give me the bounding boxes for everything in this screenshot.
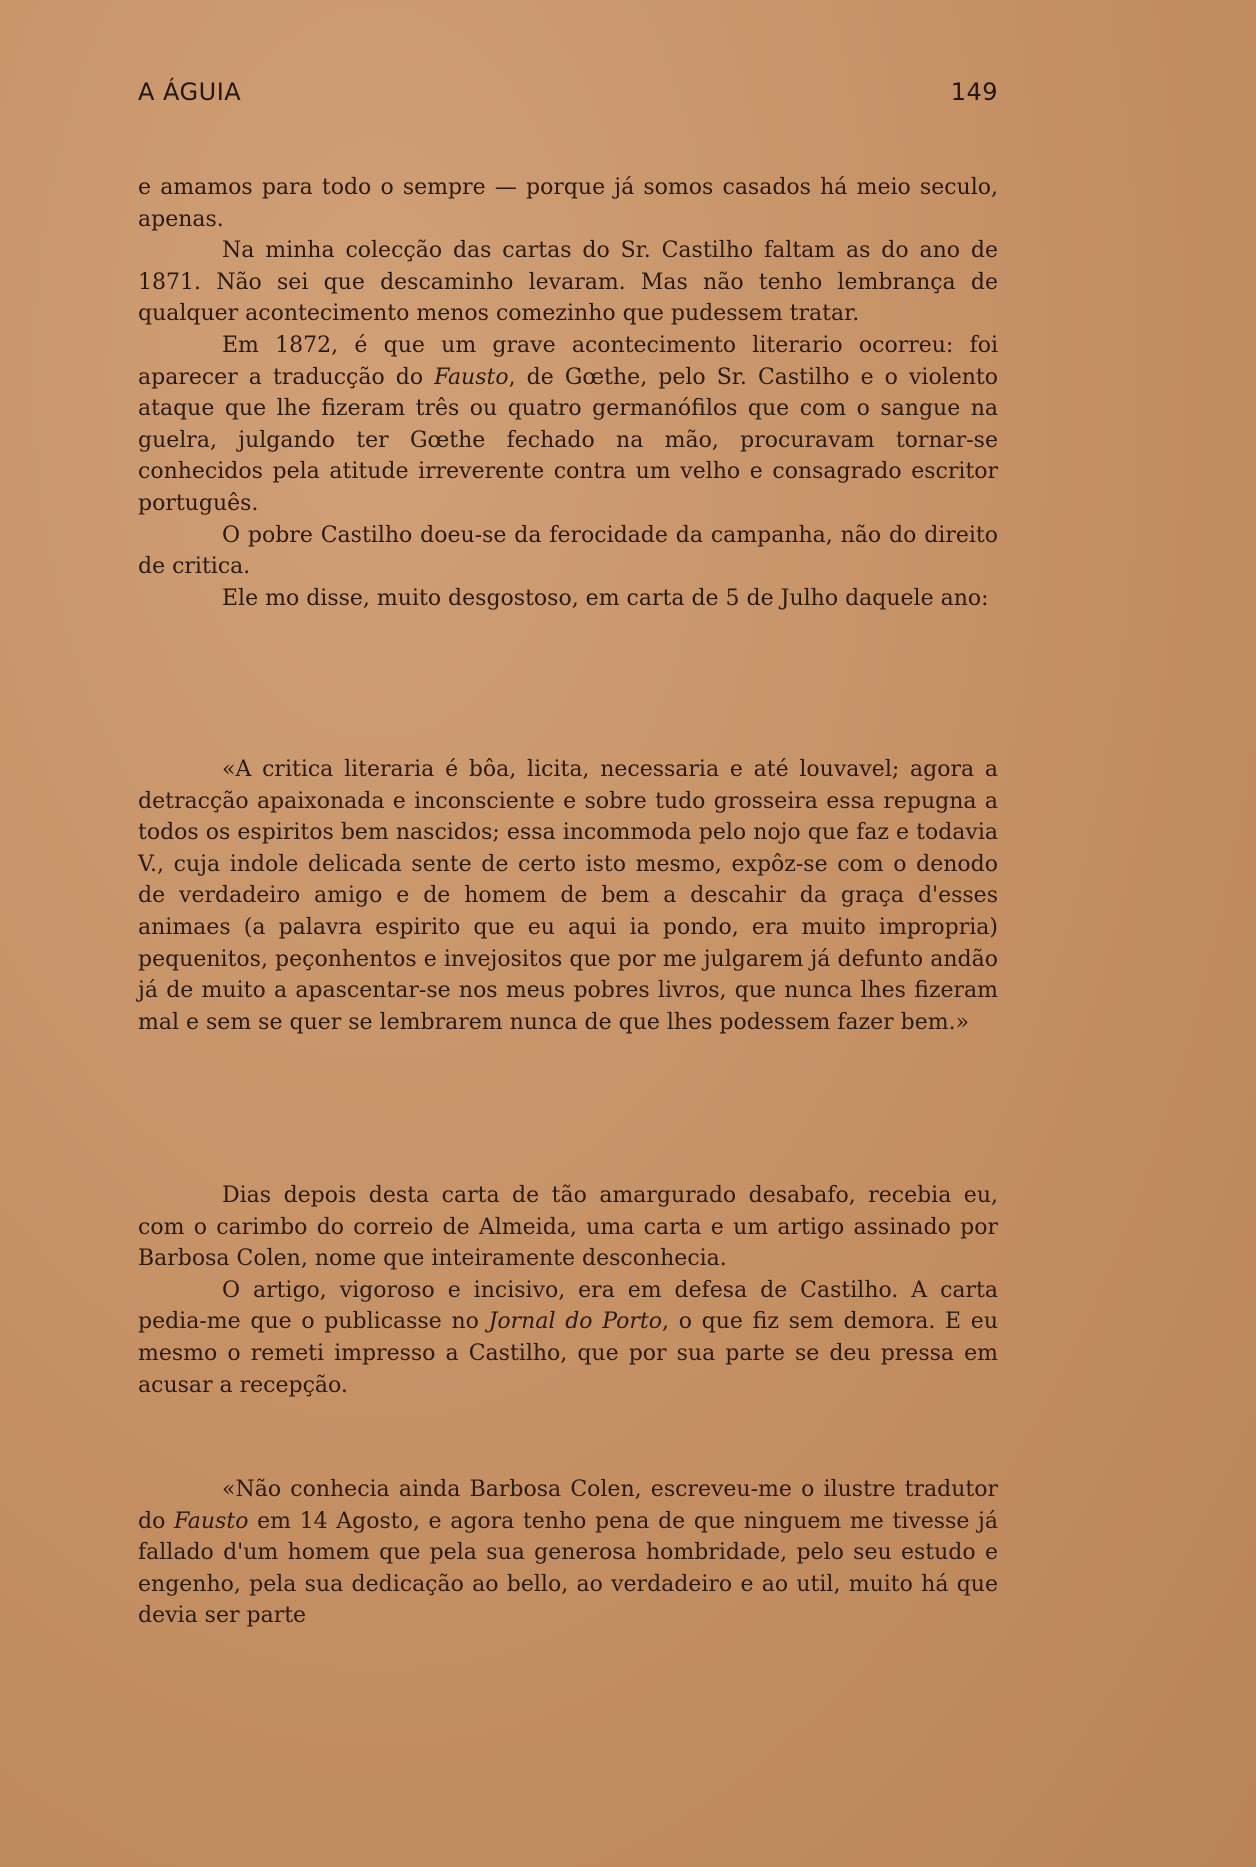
block-quote-2 — [138, 1474, 998, 1632]
quote-text: «Não conhecia ainda Barbosa Colen, escreveu-me o ilustre tradutor do — [138, 1477, 998, 1534]
work-title: Fausto — [174, 1508, 249, 1534]
paragraph: O pobre Castilho doeu-se da ferocidade da campanha, não do direito de critica. — [138, 522, 998, 580]
paragraph — [138, 1275, 998, 1401]
paragraph-text: Em 1872, é que um grave acontecimento literario ocorreu: foi aparecer a traducção do — [138, 332, 998, 390]
work-title: Fausto — [434, 364, 509, 390]
paragraph: Na minha colecção das cartas do Sr. Castilho faltam as do ano de 1871. Não sei que descaminho levaram. Mas não tenho lembrança de qualquer acontecimento menos comezinho que pudessem tratar. — [138, 238, 998, 327]
text-section-1 — [138, 172, 998, 614]
paragraph-text: O artigo, vigoroso e incisivo, era em defesa de Castilho. A carta pedia-me que o publicasse no — [138, 1277, 998, 1335]
paragraph: Ele mo disse, muito desgostoso, em carta de 5 de Julho daquele ano: — [222, 585, 989, 611]
paragraph — [138, 330, 998, 520]
text-section-2 — [138, 1180, 998, 1401]
quote-text: em 14 Agosto, e agora tenho pena de que ninguem me tivesse já fallado d'um homem que pela sua generosa hombridade, pelo seu estudo e engenho, pela sua dedicação ao bello, ao verdadeiro e ao util, muito há que devia ser parte — [138, 1508, 998, 1629]
newspaper-title: Jornal do Porto — [488, 1309, 662, 1335]
paragraph: Dias depois desta carta de tão amargurado desabafo, recebia eu, com o carimbo do correio de Almeida, uma carta e um artigo assinado por Barbosa Colen, nome que inteiramente desconhecia. — [138, 1183, 998, 1272]
paragraph: e amamos para todo o sempre — porque já somos casados há meio seculo, apenas. — [138, 175, 998, 232]
quote-paragraph — [138, 1474, 998, 1632]
journal-title: A ÁGUIA — [138, 78, 242, 106]
paragraph-text: , o que fiz sem demora. E eu mesmo o remeti impresso a Castilho, que por sua parte se deu pressa em acusar a recepção. — [138, 1309, 998, 1398]
quote-paragraph: «A critica literaria é bôa, licita, necessaria e até louvavel; agora a detracção apaixonada e inconsciente e sobre tudo grosseira essa repugna a todos os espiritos bem nascidos; essa incommoda pelo nojo que faz e todavia V., cuja indole delicada sente de certo isto mesmo, expôz-se com o denodo de verdadeiro amigo e de homem de bem a descahir da graça d'esses animaes (a palavra espirito que eu aqui ia pondo, era muito impropria) pequenitos, peçonhentos e invejositos que por me julgarem já defunto andão já de muito a apascentar-se nos meus pobres livros, que nunca lhes fizeram mal e sem se quer se lembrarem nunca de que lhes podessem fazer bem.» — [138, 757, 998, 1035]
block-quote-1 — [138, 754, 998, 1038]
running-head — [138, 78, 998, 106]
page-number: 149 — [950, 78, 998, 106]
paragraph-text: , de Gœthe, pelo Sr. Castilho e o violento ataque que lhe fizeram três ou quatro germanófilos que com o sangue na guelra, julgando ter Gœthe fechado na mão, procuravam tornar-se conhecidos pela atitude irreverente contra um velho e consagrado escritor português. — [138, 364, 999, 516]
